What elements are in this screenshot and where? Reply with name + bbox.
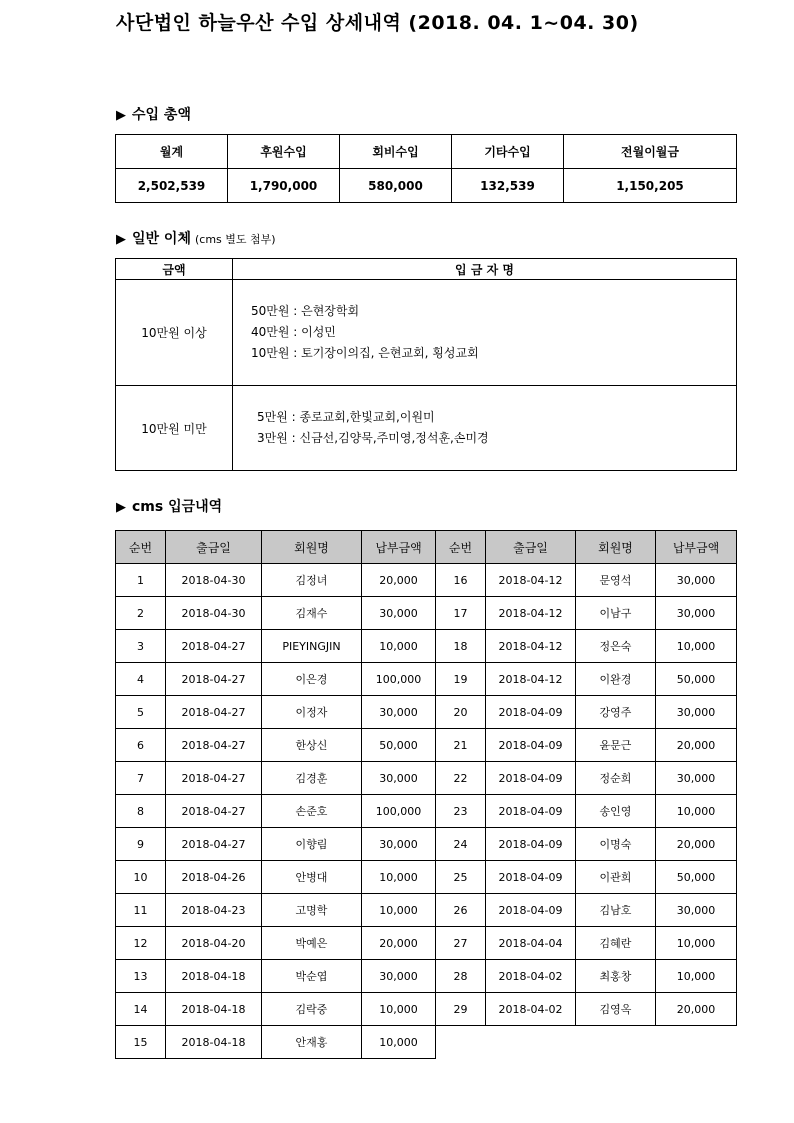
cms-cell-index: 13	[116, 960, 166, 993]
cms-cell-index: 17	[436, 597, 486, 630]
cms-cell-amount: 10,000	[362, 861, 436, 894]
table-row	[116, 993, 737, 1026]
cms-cell-date: 2018-04-18	[166, 960, 262, 993]
table-row	[116, 828, 737, 861]
cms-cell-empty	[656, 1026, 737, 1059]
cms-cell-amount: 30,000	[656, 894, 737, 927]
cms-cell-date: 2018-04-23	[166, 894, 262, 927]
cms-cell-member: 이완경	[576, 663, 656, 696]
cms-cell-member: 이향림	[262, 828, 362, 861]
transfer-table	[115, 258, 737, 471]
cms-cell-index: 18	[436, 630, 486, 663]
table-row	[116, 630, 737, 663]
table-row	[116, 729, 737, 762]
summary-header-cell: 회비수입	[340, 135, 452, 169]
cms-cell-date: 2018-04-09	[486, 696, 576, 729]
transfer-row	[116, 386, 737, 471]
cms-cell-index: 20	[436, 696, 486, 729]
cms-cell-index: 5	[116, 696, 166, 729]
cms-cell-member: 이정자	[262, 696, 362, 729]
cms-cell-amount: 50,000	[656, 663, 737, 696]
cms-cell-member: 박예은	[262, 927, 362, 960]
cms-cell-member: 안병대	[262, 861, 362, 894]
cms-cell-date: 2018-04-27	[166, 762, 262, 795]
cms-cell-amount: 10,000	[656, 927, 737, 960]
cms-cell-index: 27	[436, 927, 486, 960]
cms-cell-member: 이남구	[576, 597, 656, 630]
transfer-row	[116, 280, 737, 386]
cms-header-cell: 납부금액	[656, 531, 737, 564]
cms-cell-date: 2018-04-12	[486, 564, 576, 597]
cms-cell-amount: 10,000	[362, 630, 436, 663]
cms-cell-member: 송인영	[576, 795, 656, 828]
table-row	[116, 663, 737, 696]
cms-cell-amount: 20,000	[362, 564, 436, 597]
cms-cell-index: 28	[436, 960, 486, 993]
cms-cell-member: 문영석	[576, 564, 656, 597]
cms-cell-amount: 50,000	[656, 861, 737, 894]
cms-cell-empty	[436, 1026, 486, 1059]
cms-cell-member: 김영옥	[576, 993, 656, 1026]
cms-cell-date: 2018-04-30	[166, 597, 262, 630]
transfer-row-label: 10만원 이상	[116, 280, 233, 386]
cms-cell-index: 26	[436, 894, 486, 927]
cms-cell-member: 김남호	[576, 894, 656, 927]
cms-cell-member: 이명숙	[576, 828, 656, 861]
cms-cell-member: 안재홍	[262, 1026, 362, 1059]
cms-cell-empty	[576, 1026, 656, 1059]
summary-header-cell: 전월이월금	[564, 135, 737, 169]
table-row	[116, 795, 737, 828]
cms-cell-date: 2018-04-12	[486, 630, 576, 663]
summary-heading-label: 수입 총액	[132, 107, 191, 123]
cms-cell-amount: 30,000	[362, 828, 436, 861]
cms-cell-member: 이관희	[576, 861, 656, 894]
transfer-heading-label: 일반 이체	[132, 231, 191, 247]
cms-cell-date: 2018-04-09	[486, 894, 576, 927]
cms-cell-index: 8	[116, 795, 166, 828]
cms-cell-index: 4	[116, 663, 166, 696]
cms-cell-date: 2018-04-02	[486, 960, 576, 993]
transfer-line: 10만원 : 토기장이의집, 은현교회, 횡성교회	[251, 346, 479, 360]
cms-cell-index: 14	[116, 993, 166, 1026]
summary-value-cell: 580,000	[340, 169, 452, 203]
summary-value-cell: 1,150,205	[564, 169, 737, 203]
cms-cell-member: 강영주	[576, 696, 656, 729]
cms-cell-member: 윤문근	[576, 729, 656, 762]
cms-table	[115, 530, 737, 1059]
transfer-line: 50만원 : 은현장학회	[251, 304, 360, 318]
transfer-line: 5만원 : 종로교회,한빛교회,이원미	[257, 410, 435, 424]
cms-header-cell: 회원명	[262, 531, 362, 564]
cms-cell-amount: 10,000	[362, 894, 436, 927]
cms-cell-date: 2018-04-18	[166, 1026, 262, 1059]
table-row	[116, 861, 737, 894]
cms-cell-amount: 10,000	[656, 630, 737, 663]
cms-section-heading	[116, 496, 222, 516]
triangle-bullet-icon: ▶	[116, 108, 126, 123]
cms-cell-index: 25	[436, 861, 486, 894]
cms-cell-date: 2018-04-12	[486, 663, 576, 696]
cms-cell-date: 2018-04-09	[486, 795, 576, 828]
cms-cell-member: 정은숙	[576, 630, 656, 663]
cms-cell-date: 2018-04-20	[166, 927, 262, 960]
cms-cell-amount: 30,000	[362, 597, 436, 630]
cms-cell-member: 김정녀	[262, 564, 362, 597]
table-row	[116, 894, 737, 927]
cms-cell-index: 1	[116, 564, 166, 597]
cms-cell-empty	[486, 1026, 576, 1059]
cms-cell-member: 고명학	[262, 894, 362, 927]
cms-cell-index: 16	[436, 564, 486, 597]
cms-cell-member: 박순엽	[262, 960, 362, 993]
transfer-heading-note: (cms 별도 첨부)	[194, 233, 276, 246]
cms-cell-date: 2018-04-09	[486, 729, 576, 762]
cms-cell-date: 2018-04-27	[166, 663, 262, 696]
transfer-row-label: 10만원 미만	[116, 386, 233, 471]
cms-cell-amount: 100,000	[362, 795, 436, 828]
cms-cell-amount: 30,000	[656, 597, 737, 630]
cms-header-cell: 납부금액	[362, 531, 436, 564]
cms-cell-amount: 30,000	[362, 696, 436, 729]
cms-cell-date: 2018-04-27	[166, 795, 262, 828]
cms-cell-amount: 20,000	[656, 828, 737, 861]
table-row	[116, 1026, 737, 1059]
cms-cell-amount: 30,000	[656, 762, 737, 795]
triangle-bullet-icon: ▶	[116, 500, 126, 515]
summary-header-cell: 월계	[116, 135, 228, 169]
cms-cell-date: 2018-04-27	[166, 696, 262, 729]
cms-cell-index: 22	[436, 762, 486, 795]
transfer-line: 40만원 : 이성민	[251, 325, 336, 339]
cms-header-row	[116, 531, 737, 564]
cms-cell-member: 이은경	[262, 663, 362, 696]
cms-cell-index: 29	[436, 993, 486, 1026]
cms-cell-amount: 10,000	[656, 795, 737, 828]
transfer-header-row	[116, 259, 737, 280]
cms-cell-index: 6	[116, 729, 166, 762]
cms-cell-date: 2018-04-27	[166, 630, 262, 663]
cms-cell-index: 24	[436, 828, 486, 861]
cms-cell-index: 7	[116, 762, 166, 795]
cms-cell-index: 19	[436, 663, 486, 696]
cms-cell-amount: 50,000	[362, 729, 436, 762]
cms-cell-amount: 20,000	[656, 729, 737, 762]
cms-cell-member: 손준호	[262, 795, 362, 828]
cms-header-cell: 순번	[436, 531, 486, 564]
cms-cell-amount: 10,000	[656, 960, 737, 993]
transfer-row-names	[233, 386, 737, 471]
cms-cell-index: 15	[116, 1026, 166, 1059]
triangle-bullet-icon: ▶	[116, 232, 126, 247]
cms-cell-date: 2018-04-02	[486, 993, 576, 1026]
transfer-line: 3만원 : 신금선,김양묵,주미영,정석훈,손미경	[257, 431, 489, 445]
summary-header-row	[116, 135, 737, 169]
cms-cell-member: 김혜란	[576, 927, 656, 960]
cms-cell-member: 김락중	[262, 993, 362, 1026]
cms-cell-amount: 10,000	[362, 1026, 436, 1059]
transfer-row-names	[233, 280, 737, 386]
cms-cell-date: 2018-04-26	[166, 861, 262, 894]
cms-cell-date: 2018-04-12	[486, 597, 576, 630]
summary-value-cell: 1,790,000	[228, 169, 340, 203]
cms-cell-date: 2018-04-04	[486, 927, 576, 960]
cms-cell-member: PIEYINGJIN	[262, 630, 362, 663]
cms-header-cell: 출금일	[166, 531, 262, 564]
cms-header-cell: 순번	[116, 531, 166, 564]
transfer-header-amount: 금액	[116, 259, 233, 280]
cms-cell-amount: 30,000	[656, 696, 737, 729]
cms-cell-member: 김경훈	[262, 762, 362, 795]
cms-cell-member: 한상신	[262, 729, 362, 762]
cms-header-cell: 출금일	[486, 531, 576, 564]
cms-header-cell: 회원명	[576, 531, 656, 564]
summary-header-cell: 기타수입	[452, 135, 564, 169]
summary-section-heading	[116, 104, 191, 124]
cms-cell-index: 9	[116, 828, 166, 861]
table-row	[116, 762, 737, 795]
summary-value-cell: 2,502,539	[116, 169, 228, 203]
page-title: 사단법인 하늘우산 수입 상세내역 (2018. 04. 1~04. 30)	[116, 12, 639, 34]
cms-cell-date: 2018-04-09	[486, 762, 576, 795]
cms-heading-label: cms 입금내역	[132, 499, 223, 515]
cms-cell-date: 2018-04-18	[166, 993, 262, 1026]
cms-cell-index: 23	[436, 795, 486, 828]
table-row	[116, 564, 737, 597]
cms-cell-date: 2018-04-27	[166, 729, 262, 762]
cms-cell-date: 2018-04-09	[486, 861, 576, 894]
transfer-header-names: 입 금 자 명	[233, 259, 737, 280]
cms-cell-date: 2018-04-27	[166, 828, 262, 861]
transfer-section-heading	[116, 228, 276, 248]
cms-cell-amount: 10,000	[362, 993, 436, 1026]
cms-cell-index: 21	[436, 729, 486, 762]
summary-header-cell: 후원수입	[228, 135, 340, 169]
cms-cell-member: 김재수	[262, 597, 362, 630]
summary-value-cell: 132,539	[452, 169, 564, 203]
cms-cell-member: 정순희	[576, 762, 656, 795]
cms-cell-amount: 30,000	[362, 762, 436, 795]
cms-cell-amount: 20,000	[362, 927, 436, 960]
cms-cell-index: 3	[116, 630, 166, 663]
cms-cell-amount: 20,000	[656, 993, 737, 1026]
table-row	[116, 696, 737, 729]
cms-cell-date: 2018-04-30	[166, 564, 262, 597]
cms-cell-amount: 30,000	[362, 960, 436, 993]
table-row	[116, 597, 737, 630]
cms-cell-amount: 100,000	[362, 663, 436, 696]
table-row	[116, 927, 737, 960]
cms-cell-date: 2018-04-09	[486, 828, 576, 861]
cms-cell-index: 10	[116, 861, 166, 894]
cms-cell-index: 2	[116, 597, 166, 630]
summary-table	[115, 134, 737, 203]
summary-value-row	[116, 169, 737, 203]
cms-cell-amount: 30,000	[656, 564, 737, 597]
cms-cell-index: 12	[116, 927, 166, 960]
table-row	[116, 960, 737, 993]
cms-cell-member: 최홍창	[576, 960, 656, 993]
cms-cell-index: 11	[116, 894, 166, 927]
